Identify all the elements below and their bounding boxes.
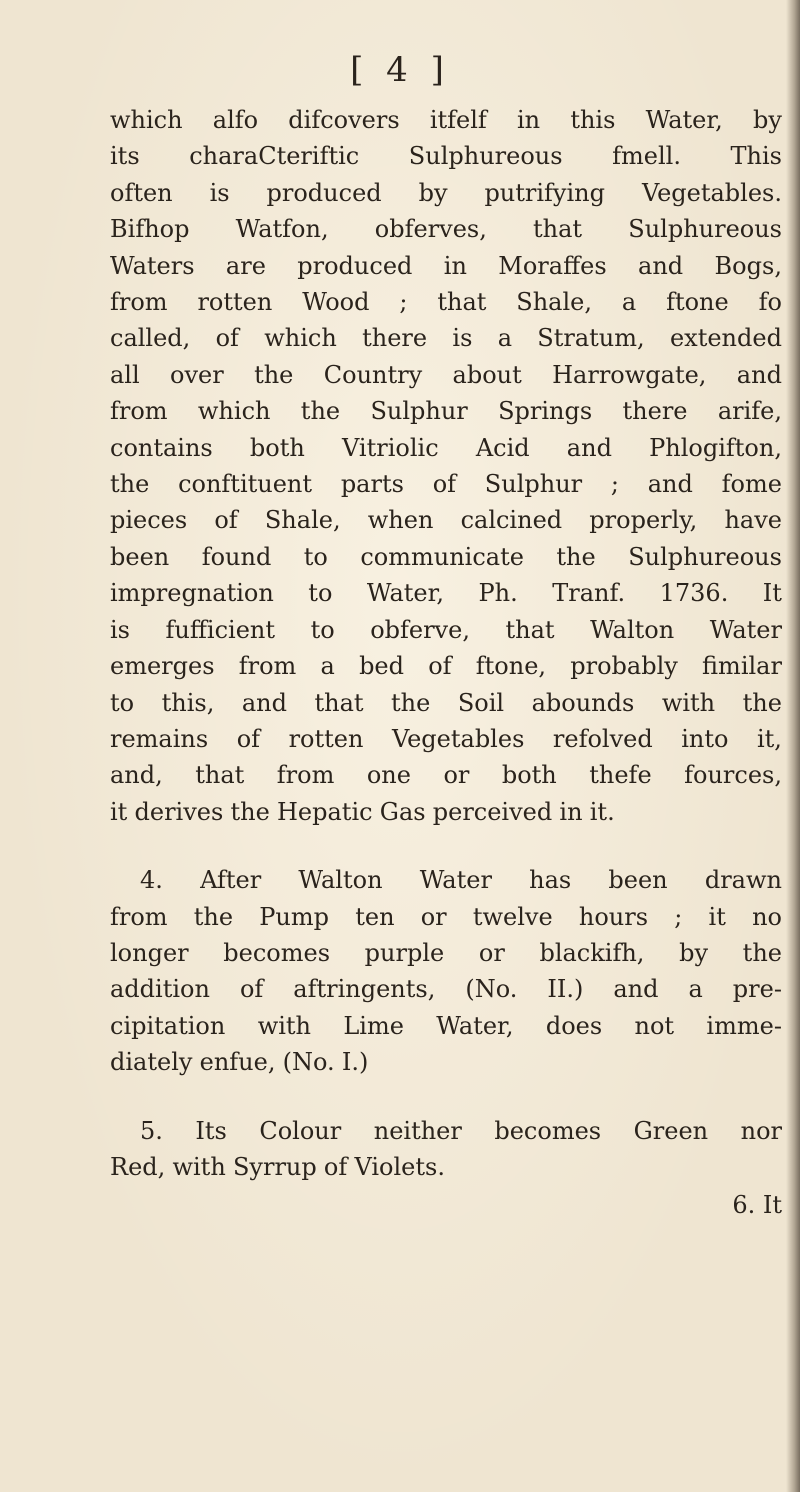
text-line: its charaCteriftic Sulphureous fmell. This: [110, 142, 782, 171]
text-line: is fufficient to obferve, that Walton Water: [110, 615, 782, 644]
text-line: called, of which there is a Stratum, extended: [110, 324, 782, 353]
text-line: to this, and that the Soil abounds with the: [110, 688, 782, 717]
text-line: from rotten Wood ; that Shale, a ftone fo: [110, 288, 782, 317]
text-line: remains of rotten Vegetables refolved into it,: [110, 724, 782, 753]
paragraph-2: [110, 862, 782, 1080]
text-line: addition of aftringents, (No. II.) and a pre-: [110, 975, 782, 1004]
text-line: cipitation with Lime Water, does not imme-: [110, 1011, 782, 1040]
text-line: it derives the Hepatic Gas perceived in it.: [110, 797, 615, 826]
text-line: which alfo difcovers itfelf in this Water, by: [110, 106, 782, 134]
text-line: often is produced by putrifying Vegetables.: [110, 178, 782, 207]
text-line: Bifhop Watfon, obferves, that Sulphureous: [110, 215, 782, 244]
paragraph-3: [110, 1113, 782, 1186]
text-line: been found to communicate the Sulphureous: [110, 542, 782, 571]
text-line: the conftituent parts of Sulphur ; and fome: [110, 470, 782, 499]
catchword: 6. It: [732, 1191, 782, 1220]
text-line: from which the Sulphur Springs there arife,: [110, 397, 782, 426]
text-line: pieces of Shale, when calcined properly, have: [110, 506, 782, 535]
text-line: diately enfue, (No. I.): [110, 1048, 369, 1077]
text-line: impregnation to Water, Ph. Tranf. 1736. It: [110, 579, 782, 608]
text-line: all over the Country about Harrowgate, and: [110, 360, 782, 389]
text-line: contains both Vitriolic Acid and Phlogifton,: [110, 433, 782, 462]
text-line: and, that from one or both thefe fources,: [110, 761, 782, 790]
text-line: 5. Its Colour neither becomes Green nor: [140, 1116, 782, 1145]
text-line: Waters are produced in Moraffes and Bogs,: [110, 251, 782, 280]
text-block: [110, 102, 782, 1223]
paragraph-1: [110, 102, 782, 830]
text-line: 4. After Walton Water has been drawn: [140, 866, 782, 895]
text-line: emerges from a bed of ftone, probably fimilar: [110, 652, 782, 681]
text-line: Red, with Syrrup of Violets.: [110, 1152, 445, 1181]
text-line: from the Pump ten or twelve hours ; it no: [110, 902, 782, 931]
page-number: [ 4 ]: [350, 50, 450, 90]
page-edge-shadow: [786, 0, 800, 1492]
text-line: longer becomes purple or blackifh, by the: [110, 938, 782, 967]
